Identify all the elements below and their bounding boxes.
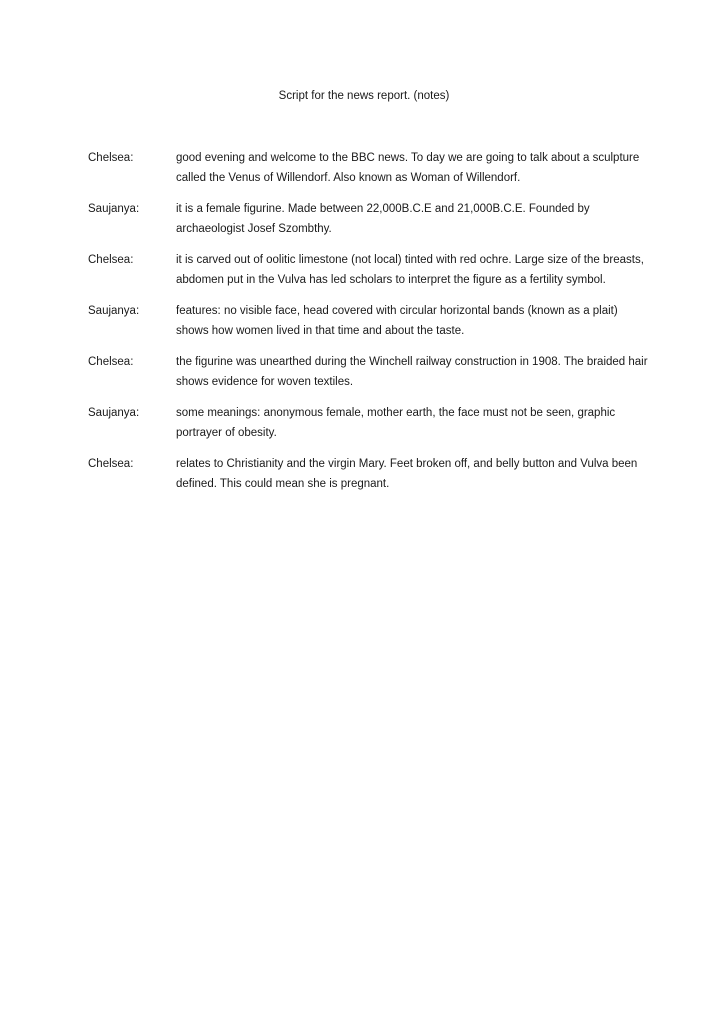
spoken-line: features: no visible face, head covered with circular horizontal bands (known as a plait) shows how women lived in that time and about the taste. [176,305,618,337]
script-entry [88,148,648,188]
spoken-line: it is a female figurine. Made between 22,000B.C.E and 21,000B.C.E. Founded by archaeologist Josef Szombthy. [176,203,590,235]
document-title: Script for the news report. (notes) [278,90,450,102]
speaker-label: Saujanya: [88,305,140,317]
script-entry [88,199,648,239]
speaker-label: Chelsea: [88,356,134,368]
speaker-label: Chelsea: [88,254,134,266]
spoken-line: good evening and welcome to the BBC news. To day we are going to talk about a sculpture called the Venus of Willendorf. Also known as Woman of Willendorf. [176,152,640,184]
speaker-label: Chelsea: [88,152,134,164]
script-body [88,148,648,505]
spoken-line: the figurine was unearthed during the Winchell railway construction in 1908. The braided hair shows evidence for woven textiles. [176,356,648,388]
speaker-label: Saujanya: [88,203,140,215]
spoken-line: it is carved out of oolitic limestone (not local) tinted with red ochre. Large size of the breasts, abdomen put in the Vulva has led scholars to interpret the figure as a fertility symbol. [176,254,644,286]
script-entry [88,403,648,443]
speaker-label: Chelsea: [88,458,134,470]
script-entry [88,250,648,290]
speaker-label: Saujanya: [88,407,140,419]
script-entry [88,454,648,494]
spoken-line: relates to Christianity and the virgin Mary. Feet broken off, and belly button and Vulva been defined. This could mean she is pregnant. [176,458,638,490]
script-entry [88,301,648,341]
spoken-line: some meanings: anonymous female, mother earth, the face must not be seen, graphic portrayer of obesity. [176,407,616,439]
script-entry [88,352,648,392]
